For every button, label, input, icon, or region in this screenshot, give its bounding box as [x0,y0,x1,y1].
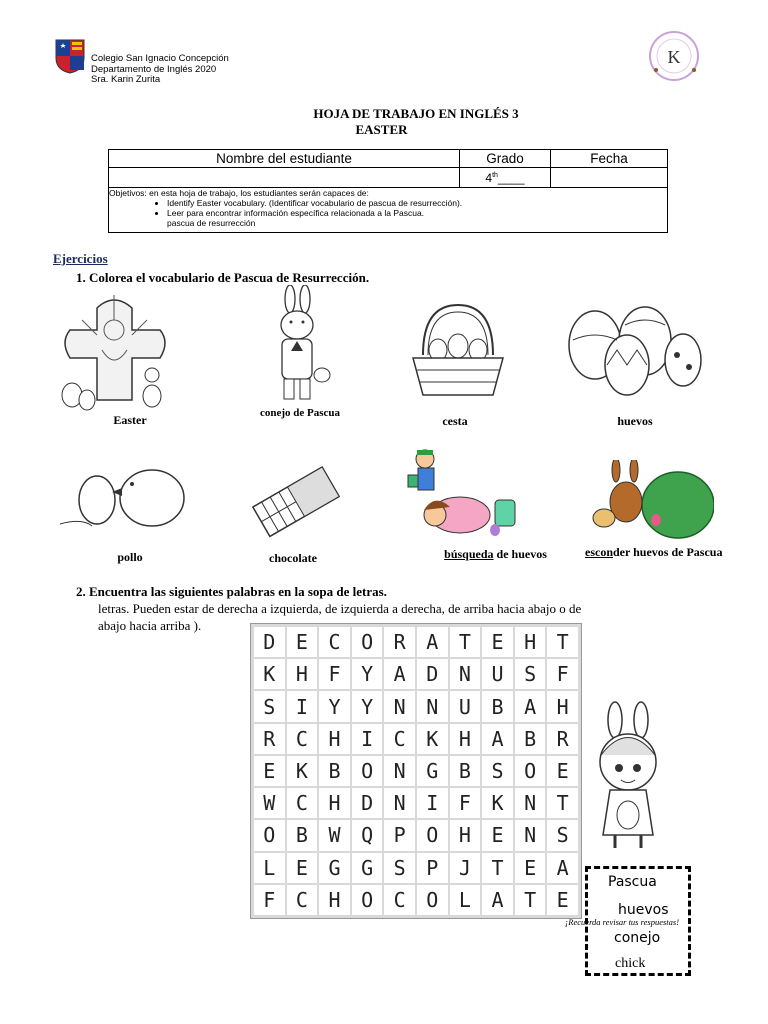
seal-letter: K [667,47,681,67]
word-search-cell[interactable]: Y [352,659,383,689]
word-search-cell[interactable]: S [482,756,513,786]
word-search-cell[interactable]: E [287,627,318,657]
word-search-cell[interactable]: R [384,627,415,657]
word-search-cell[interactable]: F [319,659,350,689]
teacher-seal-logo [648,30,700,82]
label-egg-hunt-underlined: búsqueda [444,547,494,561]
word-search-cell[interactable]: U [482,659,513,689]
word-search-cell[interactable]: C [384,724,415,754]
word-search-cell[interactable]: A [482,724,513,754]
date-header: Fecha [551,150,668,168]
word-search-cell[interactable]: W [254,788,285,818]
word-search-cell[interactable]: T [482,853,513,883]
word-search-cell[interactable]: D [417,659,448,689]
word-search-cell[interactable]: T [515,885,546,915]
grade-field[interactable] [460,168,551,188]
chick-picture [52,460,192,532]
label-egg-hunt-rest: de huevos [493,547,547,561]
word-search-cell[interactable]: O [417,885,448,915]
word-search-cell[interactable]: T [547,627,578,657]
word-search-cell[interactable]: N [384,691,415,721]
word-search-cell[interactable]: R [547,724,578,754]
grade-suffix: th [492,171,498,179]
label-egg-hunt [428,547,563,562]
label-hide-eggs [585,545,765,560]
word-search-cell[interactable]: O [417,820,448,850]
word-search-cell[interactable]: R [254,724,285,754]
word-search-cell[interactable]: A [482,885,513,915]
word-search-cell[interactable]: G [319,853,350,883]
word-search-cell[interactable]: C [319,627,350,657]
word-list-item: huevos [618,902,669,918]
word-search-cell[interactable]: B [515,724,546,754]
word-search-cell[interactable]: Y [352,691,383,721]
word-list-item: chick [615,956,646,971]
label-hide-eggs-rest: der huevos de Pascua [613,545,723,559]
word-search-cell[interactable]: H [515,627,546,657]
word-search-cell[interactable]: G [417,756,448,786]
objectives-list [109,198,667,218]
objective-item: • Identify Easter vocabulary. (Identificar vocabulario de pascua de resurrección). [167,198,667,208]
word-search-cell[interactable]: N [417,691,448,721]
word-search-cell[interactable]: A [417,627,448,657]
word-search-cell[interactable]: H [547,691,578,721]
word-search-cell[interactable]: T [547,788,578,818]
word-search-cell[interactable]: B [450,756,481,786]
exercises-heading: Ejercicios [53,251,108,266]
label-chocolate: chocolate [269,551,317,565]
label-bunny: conejo de Pascua [259,407,341,419]
word-search-cell[interactable]: I [287,691,318,721]
word-search-cell[interactable]: N [450,659,481,689]
objectives-cell [109,188,668,233]
word-search-cell[interactable]: A [384,659,415,689]
word-search-grid [250,623,582,919]
word-search-cell[interactable]: E [547,756,578,786]
word-search-cell[interactable]: C [287,724,318,754]
reminder-note: ¡Recuerda revisar tus respuestas! [565,917,680,927]
word-search-cell[interactable]: T [450,627,481,657]
chocolate-bar-picture [250,460,340,540]
label-chick: pollo [117,550,143,564]
word-search-cell[interactable]: K [482,788,513,818]
word-search-cell[interactable]: O [254,820,285,850]
word-search-cell[interactable]: P [384,820,415,850]
word-search-cell[interactable]: K [254,659,285,689]
objective-continuation: pascua de resurrección [167,218,256,228]
word-search-cell[interactable]: S [254,691,285,721]
word-search-cell[interactable]: E [254,756,285,786]
grade-blank: ____ [497,170,525,185]
date-field[interactable] [551,168,668,188]
hide-eggs-picture [588,460,714,542]
egg-hunt-picture [400,445,525,540]
word-search-cell[interactable]: I [352,724,383,754]
word-search-cell[interactable]: O [352,756,383,786]
student-info-table [108,149,668,233]
word-search-cell[interactable]: S [515,659,546,689]
word-search-cell[interactable]: E [547,885,578,915]
word-search-cell[interactable]: K [287,756,318,786]
grade-value: 4 [485,170,493,185]
word-search-cell[interactable]: A [515,691,546,721]
school-crest-logo [54,38,86,74]
label-basket: cesta [442,414,468,428]
grade-header: Grado [460,150,551,168]
label-hide-eggs-underlined: escon [585,545,613,559]
word-search-cell[interactable]: A [547,853,578,883]
easter-cross-picture [52,290,177,412]
school-name: Colegio San Ignacio Concepción [91,53,229,64]
word-list-item: Pascua [608,874,657,890]
word-list-item: conejo [614,930,661,946]
objectives-intro: Objetivos: en esta hoja de trabajo, los estudiantes serán capaces de: [109,188,369,198]
word-search-cell[interactable]: H [287,659,318,689]
word-search-cell[interactable]: U [450,691,481,721]
word-search-cell[interactable]: E [515,853,546,883]
word-search-cell[interactable]: H [450,820,481,850]
question-1: 1. Colorea el vocabulario de Pascua de Resurrección. [76,270,370,285]
word-search-cell[interactable]: E [287,853,318,883]
word-search-cell[interactable]: N [515,820,546,850]
easter-eggs-picture [565,305,705,402]
worksheet-subtitle: EASTER [355,122,408,137]
school-info [91,54,229,86]
question-2: 2. Encuentra las siguientes palabras en la sopa de letras. [76,584,387,599]
bunny-girl-picture [585,700,670,850]
word-search-cell[interactable]: O [515,756,546,786]
easter-basket-picture [408,300,508,402]
easter-bunny-picture [260,285,340,407]
word-search-cell[interactable]: K [417,724,448,754]
word-search-cell[interactable]: F [254,885,285,915]
word-search-cell[interactable]: Q [352,820,383,850]
word-search-cell[interactable]: H [319,724,350,754]
word-search-cell[interactable]: W [319,820,350,850]
word-search-cell[interactable]: H [319,788,350,818]
word-search-cell[interactable]: G [352,853,383,883]
objective-item [167,208,667,218]
department-name: Departamento de Inglés 2020 [91,63,217,75]
objective-text: Leer para encontrar información específica relacionada a la Pascua. [167,208,425,218]
word-search-cell[interactable]: E [482,627,513,657]
word-search-cell[interactable]: C [384,885,415,915]
word-search-cell[interactable]: N [515,788,546,818]
word-search-cell[interactable]: C [287,885,318,915]
word-search-cell[interactable]: N [384,756,415,786]
student-name-field[interactable] [109,168,460,188]
word-search-cell[interactable]: H [319,885,350,915]
word-search-cell[interactable]: H [450,724,481,754]
word-search-cell[interactable]: O [352,885,383,915]
word-search-cell[interactable]: D [352,788,383,818]
word-search-cell[interactable]: O [352,627,383,657]
word-search-cell[interactable]: D [254,627,285,657]
word-search-cell[interactable]: S [384,853,415,883]
question-2-instructions-continued: abajo hacia arriba ). [98,618,202,633]
word-search-cell[interactable]: E [482,820,513,850]
word-search-cell[interactable]: J [450,853,481,883]
question-2-instructions: letras. Pueden estar de derecha a izquierda, de izquierda a derecha, de arriba hacia abajo o de [98,601,582,616]
word-search-cell[interactable]: C [287,788,318,818]
word-search-cell[interactable]: L [254,853,285,883]
label-eggs: huevos [617,414,653,428]
word-search-cell[interactable]: I [417,788,448,818]
label-easter: Easter [113,413,147,427]
word-search-cell[interactable]: B [287,820,318,850]
word-search-cell[interactable]: B [482,691,513,721]
word-search-cell[interactable]: Y [319,691,350,721]
word-search-cell[interactable]: L [450,885,481,915]
word-search-cell[interactable]: N [384,788,415,818]
teacher-name: Sra. Karin Zurita [91,74,161,85]
student-name-header: Nombre del estudiante [109,150,460,168]
word-search-cell[interactable]: S [547,820,578,850]
word-search-cell[interactable]: F [450,788,481,818]
word-search-cell[interactable]: P [417,853,448,883]
worksheet-title: HOJA DE TRABAJO EN INGLÉS 3 [313,106,519,121]
word-search-cell[interactable]: F [547,659,578,689]
word-search-cell[interactable]: B [319,756,350,786]
